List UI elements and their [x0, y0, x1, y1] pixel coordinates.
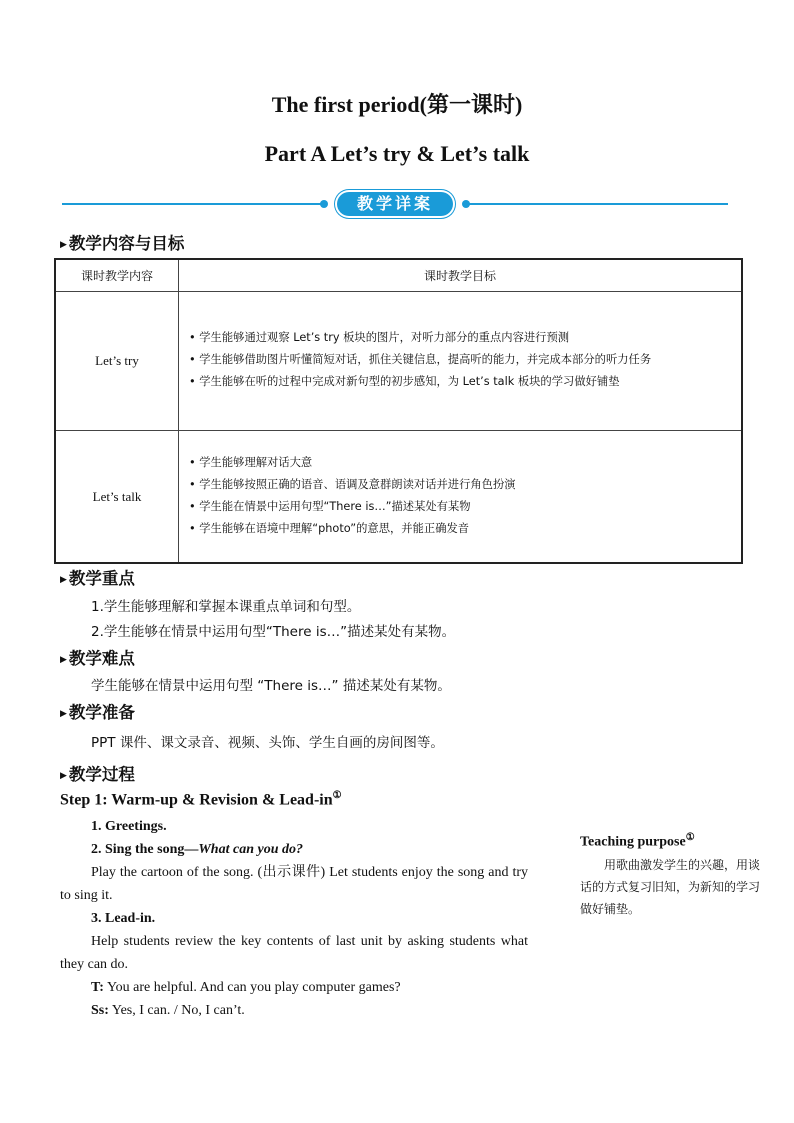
section-divider: [62, 192, 728, 216]
aside-text: 用歌曲激发学生的兴趣，用谈话的方式复习旧知，为新知的学习做好铺垫。: [580, 858, 761, 916]
step1-title: Step 1: Warm-up & Revision & Lead-in①: [60, 790, 342, 809]
triangle-bullet-icon: ▶: [60, 655, 67, 665]
triangle-bullet-icon: ▶: [60, 771, 67, 781]
table-cell-content: Let’s talk: [55, 431, 179, 564]
triangle-bullet-icon: ▶: [60, 240, 67, 250]
goal-item: • 学生能够在听的过程中完成对新句型的初步感知，为 Let’s talk 板块的学习做好铺垫: [189, 375, 620, 388]
section-heading-preparation: ▶ 教学准备: [60, 703, 135, 722]
table-header-content: 课时教学内容: [55, 259, 179, 292]
step1-body: [60, 815, 528, 1022]
dialogue-students: Ss: Yes, I can. / No, I can’t.: [91, 1003, 245, 1018]
goal-item: • 学生能够理解对话大意: [189, 455, 313, 469]
dialogue-teacher: T: You are helpful. And can you play computer games?: [91, 980, 401, 995]
triangle-bullet-icon: ▶: [60, 709, 67, 719]
goal-item: • 学生能在情景中运用句型“There is…”描述某处有某物: [189, 499, 471, 513]
section-heading-process: ▶ 教学过程: [60, 765, 135, 784]
step1-item-2-body: Play the cartoon of the song. (出示课件) Let students enjoy the song and try to sing it.: [60, 865, 528, 903]
aside-title: Teaching purpose①: [580, 832, 695, 850]
table-header-goals: 课时教学目标: [179, 259, 743, 292]
table-row: [55, 292, 742, 431]
step1-item-2: 2. Sing the song—What can you do?: [91, 842, 303, 857]
goal-item: • 学生能够借助图片听懂简短对话，抓住关键信息，提高听的能力，并完成本部分的听力任务: [189, 353, 652, 366]
key-point-1: 1.学生能够理解和掌握本课重点单词和句型。: [91, 599, 361, 615]
table-cell-content: Let’s try: [55, 292, 179, 431]
goal-item: • 学生能够在语境中理解“photo”的意思，并能正确发音: [189, 521, 470, 535]
table-row: [55, 431, 742, 564]
song-title: What can you do?: [198, 842, 303, 857]
section-heading-content-goals: ▶ 教学内容与目标: [60, 234, 185, 253]
table-cell-goals: [179, 431, 743, 564]
table-header-row: [55, 259, 742, 292]
footnote-mark: ①: [685, 832, 695, 843]
plan-badge: 教学详案: [337, 192, 453, 216]
page-subtitle: Part A Let’s try & Let’s talk: [264, 141, 530, 166]
goal-item: • 学生能够按照正确的语音、语调及意群朗读对话并进行角色扮演: [189, 477, 516, 491]
table-cell-goals: [179, 292, 743, 431]
triangle-bullet-icon: ▶: [60, 575, 67, 585]
goals-table: [54, 258, 743, 564]
section-heading-key-points: ▶ 教学重点: [60, 569, 135, 588]
step1-item-1: 1. Greetings.: [91, 819, 167, 834]
step1-item-3: 3. Lead-in.: [91, 911, 156, 926]
preparation-text: PPT 课件、课文录音、视频、头饰、学生自画的房间图等。: [91, 735, 444, 751]
footnote-mark: ①: [332, 790, 342, 801]
step1-item-3-body: Help students review the key contents of last unit by asking students what they can do.: [60, 934, 528, 972]
page-title: The first period(第一课时): [271, 92, 523, 117]
goal-item: • 学生能够通过观察 Let’s try 板块的图片，对听力部分的重点内容进行预测: [189, 331, 570, 344]
difficulty-text: 学生能够在情景中运用句型 “There is…” 描述某处有某物。: [91, 678, 451, 694]
section-heading-difficulties: ▶ 教学难点: [60, 649, 135, 668]
key-point-2: 2.学生能够在情景中运用句型“There is…”描述某处有某物。: [91, 624, 456, 640]
